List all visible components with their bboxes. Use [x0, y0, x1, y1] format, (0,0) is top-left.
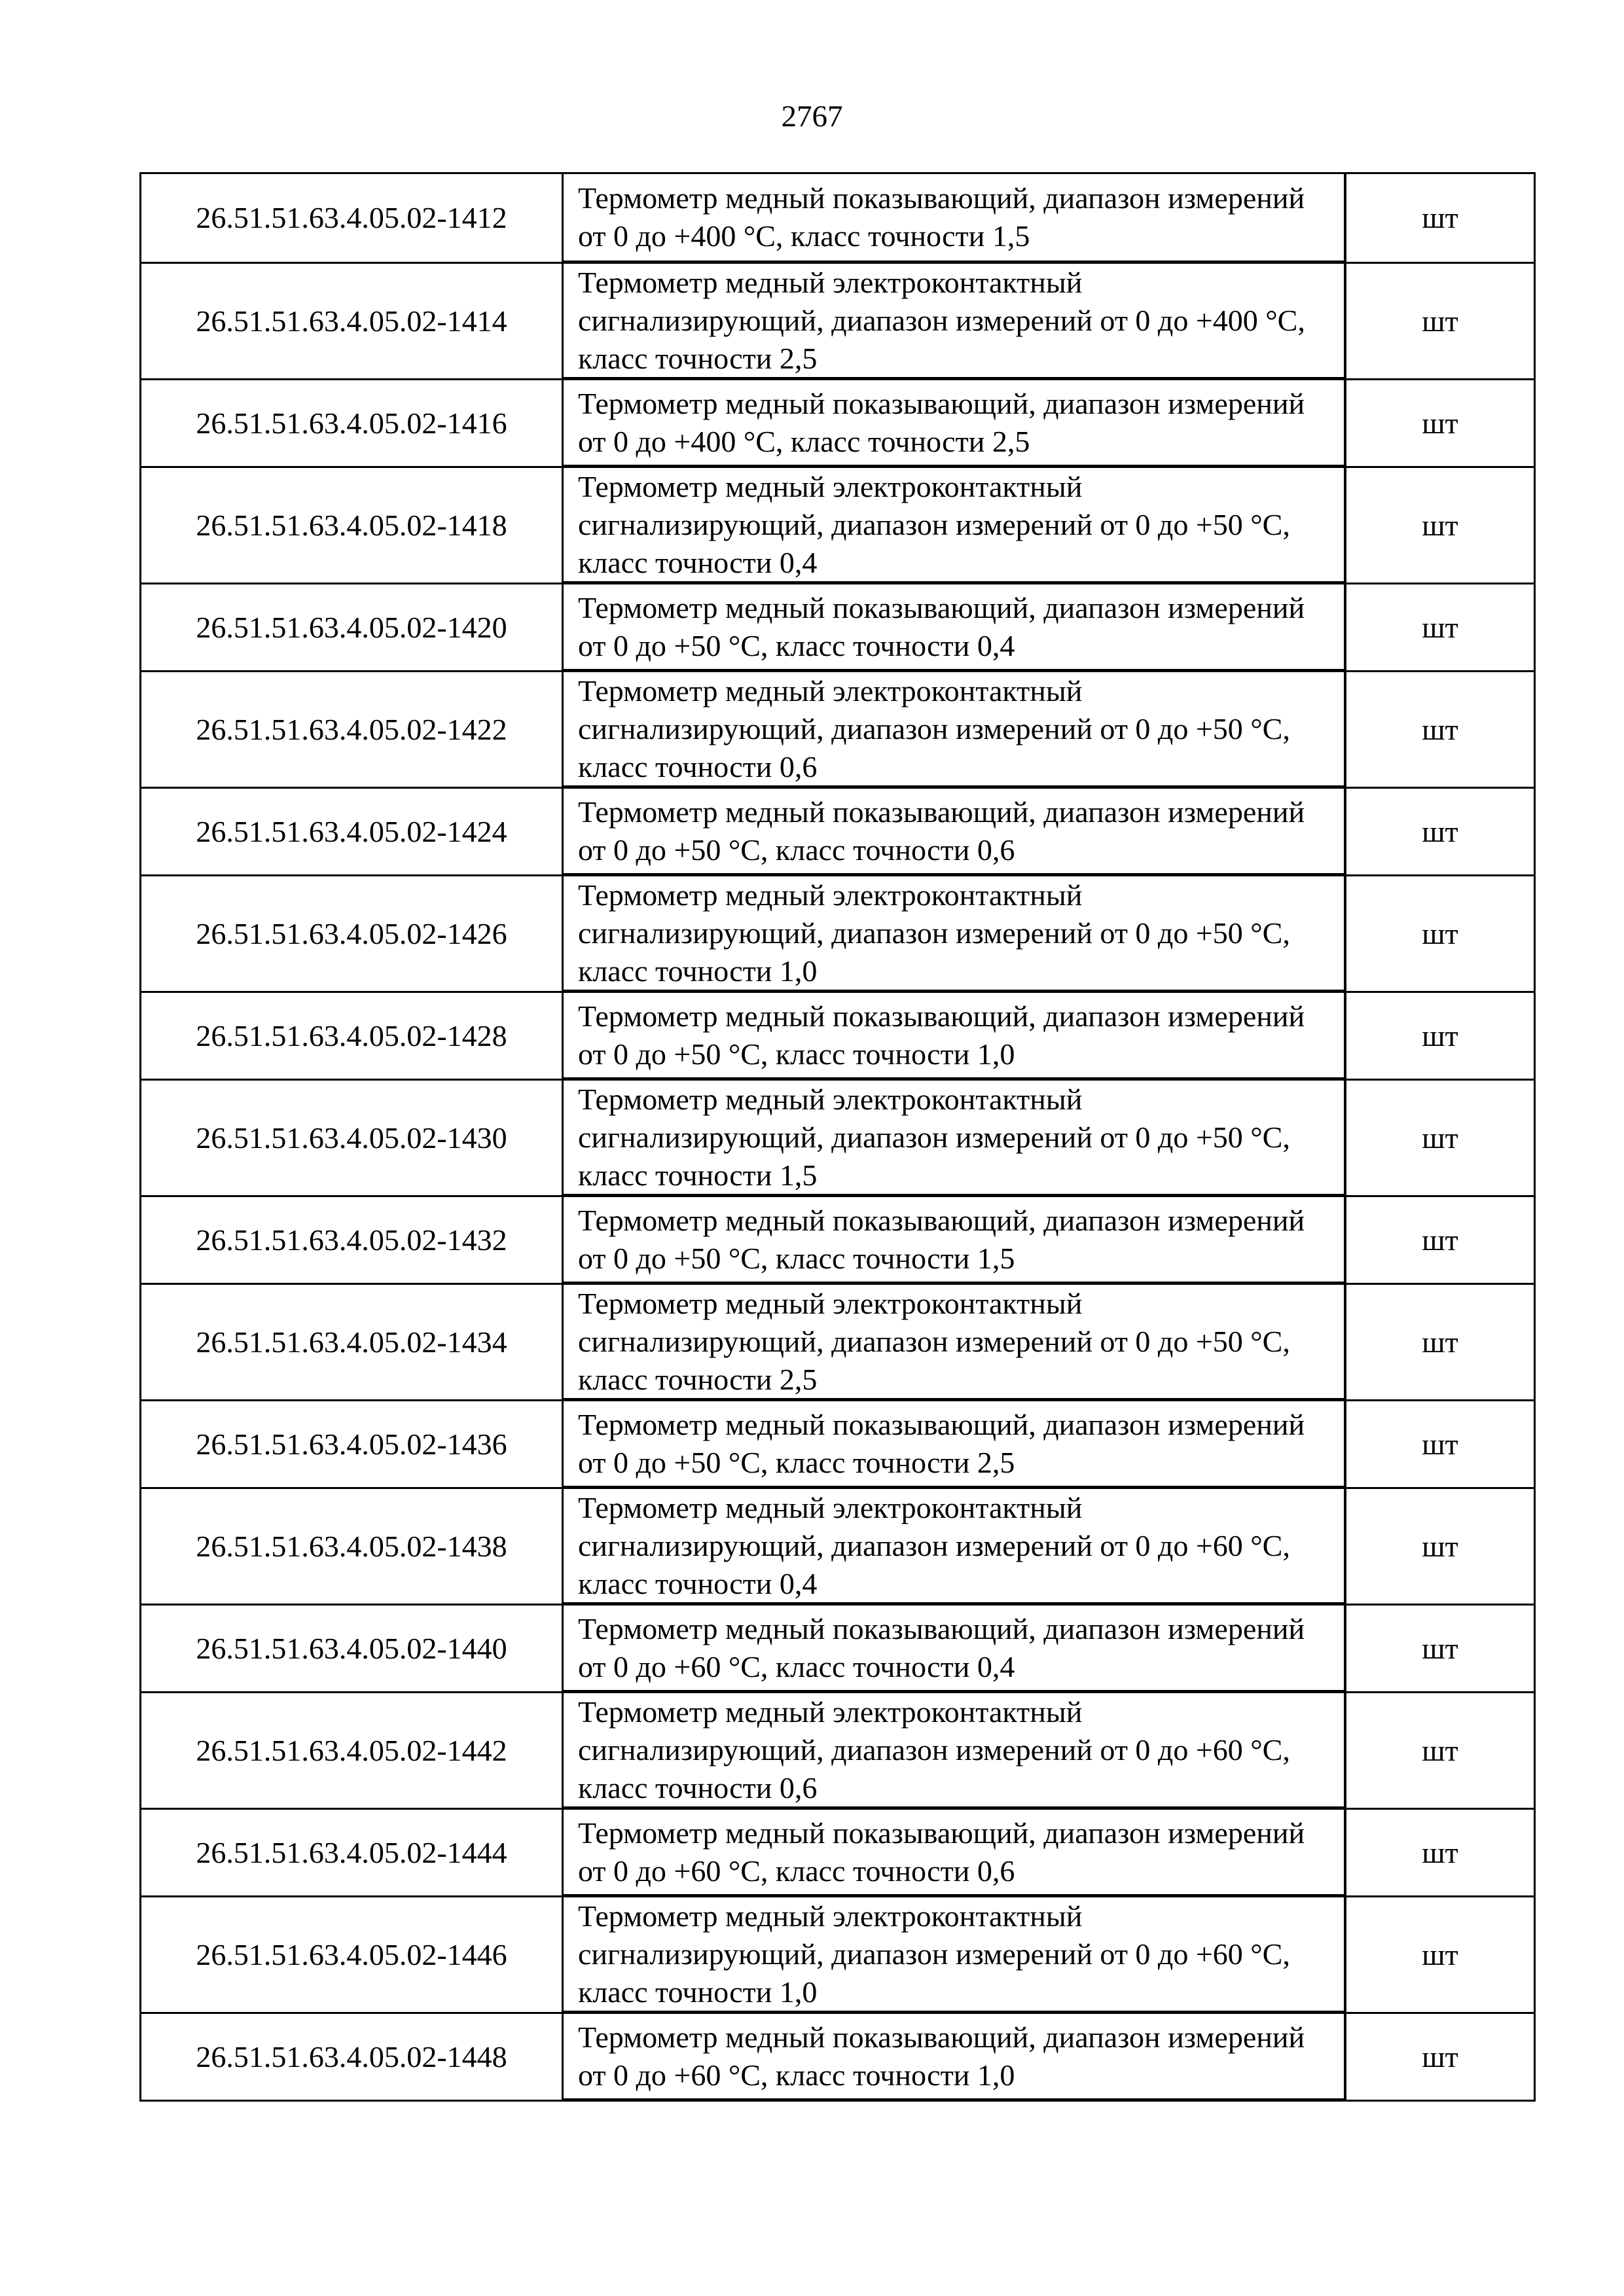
item-description-cell: Термометр медный показывающий, диапазон измерений от 0 до +60 °С, класс точности 0,6 [564, 1810, 1346, 1895]
item-code-cell: 26.51.51.63.4.05.02-1448 [141, 2014, 564, 2100]
item-code-cell: 26.51.51.63.4.05.02-1420 [141, 584, 564, 670]
item-code-cell: 26.51.51.63.4.05.02-1438 [141, 1489, 564, 1604]
table-row [141, 874, 1534, 991]
table-row [141, 174, 1534, 262]
table-row [141, 670, 1534, 787]
item-description-cell: Термометр медный показывающий, диапазон измерений от 0 до +60 °С, класс точности 0,4 [564, 1605, 1346, 1691]
item-code-cell: 26.51.51.63.4.05.02-1428 [141, 993, 564, 1079]
table-row [141, 991, 1534, 1079]
item-code-cell: 26.51.51.63.4.05.02-1430 [141, 1081, 564, 1195]
item-unit-cell: шт [1422, 1937, 1458, 1971]
item-description-cell: Термометр медный показывающий, диапазон измерений от 0 до +50 °С, класс точности 0,4 [564, 584, 1346, 670]
item-code-cell: 26.51.51.63.4.05.02-1426 [141, 876, 564, 991]
item-code-cell: 26.51.51.63.4.05.02-1432 [141, 1197, 564, 1283]
item-unit-cell: шт [1422, 814, 1458, 848]
table-row [141, 1195, 1534, 1283]
item-code-cell: 26.51.51.63.4.05.02-1444 [141, 1810, 564, 1895]
page-number: 2767 [781, 99, 843, 134]
item-code-cell: 26.51.51.63.4.05.02-1436 [141, 1401, 564, 1487]
item-unit-cell: шт [1422, 1529, 1458, 1563]
table-row [141, 2012, 1534, 2100]
item-unit-cell: шт [1422, 508, 1458, 542]
item-description-cell: Термометр медный показывающий, диапазон измерений от 0 до +400 °С, класс точности 2,5 [564, 380, 1346, 466]
item-description-cell: Термометр медный показывающий, диапазон измерений от 0 до +50 °С, класс точности 1,0 [564, 993, 1346, 1079]
item-unit-cell: шт [1422, 712, 1458, 746]
item-description-cell: Термометр медный электроконтактный сигнализирующий, диапазон измерений от 0 до +50 °С, класс точности 1,5 [564, 1081, 1346, 1195]
item-code-cell: 26.51.51.63.4.05.02-1414 [141, 264, 564, 378]
item-code-cell: 26.51.51.63.4.05.02-1416 [141, 380, 564, 466]
item-unit-cell: шт [1422, 1223, 1458, 1257]
table-row [141, 262, 1534, 378]
item-unit-cell: шт [1422, 304, 1458, 338]
item-unit-cell: шт [1422, 1631, 1458, 1665]
table-row [141, 1079, 1534, 1195]
item-description-cell: Термометр медный электроконтактный сигнализирующий, диапазон измерений от 0 до +60 °С, класс точности 1,0 [564, 1897, 1346, 2012]
item-unit-cell: шт [1422, 1018, 1458, 1052]
item-description-cell: Термометр медный показывающий, диапазон измерений от 0 до +60 °С, класс точности 1,0 [564, 2014, 1346, 2100]
item-code-cell: 26.51.51.63.4.05.02-1424 [141, 789, 564, 874]
item-description-cell: Термометр медный электроконтактный сигнализирующий, диапазон измерений от 0 до +50 °С, класс точности 0,4 [564, 468, 1346, 583]
table-row [141, 1895, 1534, 2012]
item-description-cell: Термометр медный показывающий, диапазон измерений от 0 до +50 °С, класс точности 1,5 [564, 1197, 1346, 1283]
item-description-cell: Термометр медный электроконтактный сигнализирующий, диапазон измерений от 0 до +50 °С, класс точности 0,6 [564, 672, 1346, 787]
item-code-cell: 26.51.51.63.4.05.02-1422 [141, 672, 564, 787]
item-code-cell: 26.51.51.63.4.05.02-1434 [141, 1285, 564, 1399]
item-description-cell: Термометр медный показывающий, диапазон измерений от 0 до +400 °С, класс точности 1,5 [564, 174, 1346, 262]
item-code-cell: 26.51.51.63.4.05.02-1446 [141, 1897, 564, 2012]
item-description-cell: Термометр медный электроконтактный сигнализирующий, диапазон измерений от 0 до +60 °С, класс точности 0,6 [564, 1693, 1346, 1808]
item-code-cell: 26.51.51.63.4.05.02-1442 [141, 1693, 564, 1808]
item-description-cell: Термометр медный показывающий, диапазон измерений от 0 до +50 °С, класс точности 0,6 [564, 789, 1346, 874]
item-description-cell: Термометр медный электроконтактный сигнализирующий, диапазон измерений от 0 до +50 °С, класс точности 2,5 [564, 1285, 1346, 1399]
table-row [141, 378, 1534, 466]
item-description-cell: Термометр медный показывающий, диапазон измерений от 0 до +50 °С, класс точности 2,5 [564, 1401, 1346, 1487]
item-description-cell: Термометр медный электроконтактный сигнализирующий, диапазон измерений от 0 до +50 °С, класс точности 1,0 [564, 876, 1346, 991]
table-row [141, 466, 1534, 583]
table-row [141, 1283, 1534, 1399]
table-row [141, 787, 1534, 874]
item-unit-cell: шт [1422, 1835, 1458, 1869]
item-unit-cell: шт [1422, 610, 1458, 644]
table-row [141, 1399, 1534, 1487]
item-unit-cell: шт [1422, 916, 1458, 950]
catalog-table [139, 172, 1536, 2102]
table-row [141, 1604, 1534, 1691]
item-unit-cell: шт [1422, 201, 1458, 234]
item-description-cell: Термометр медный электроконтактный сигнализирующий, диапазон измерений от 0 до +400 °С, класс точности 2,5 [564, 264, 1346, 378]
item-unit-cell: шт [1422, 406, 1458, 440]
item-unit-cell: шт [1422, 1325, 1458, 1359]
item-unit-cell: шт [1422, 1121, 1458, 1155]
item-unit-cell: шт [1422, 1733, 1458, 1767]
table-row [141, 583, 1534, 670]
item-code-cell: 26.51.51.63.4.05.02-1418 [141, 468, 564, 583]
item-code-cell: 26.51.51.63.4.05.02-1440 [141, 1605, 564, 1691]
item-code-cell: 26.51.51.63.4.05.02-1412 [141, 174, 564, 262]
table-row [141, 1487, 1534, 1604]
table-row [141, 1808, 1534, 1895]
item-description-cell: Термометр медный электроконтактный сигнализирующий, диапазон измерений от 0 до +60 °С, класс точности 0,4 [564, 1489, 1346, 1604]
item-unit-cell: шт [1422, 2039, 1458, 2073]
table-row [141, 1691, 1534, 1808]
item-unit-cell: шт [1422, 1427, 1458, 1461]
